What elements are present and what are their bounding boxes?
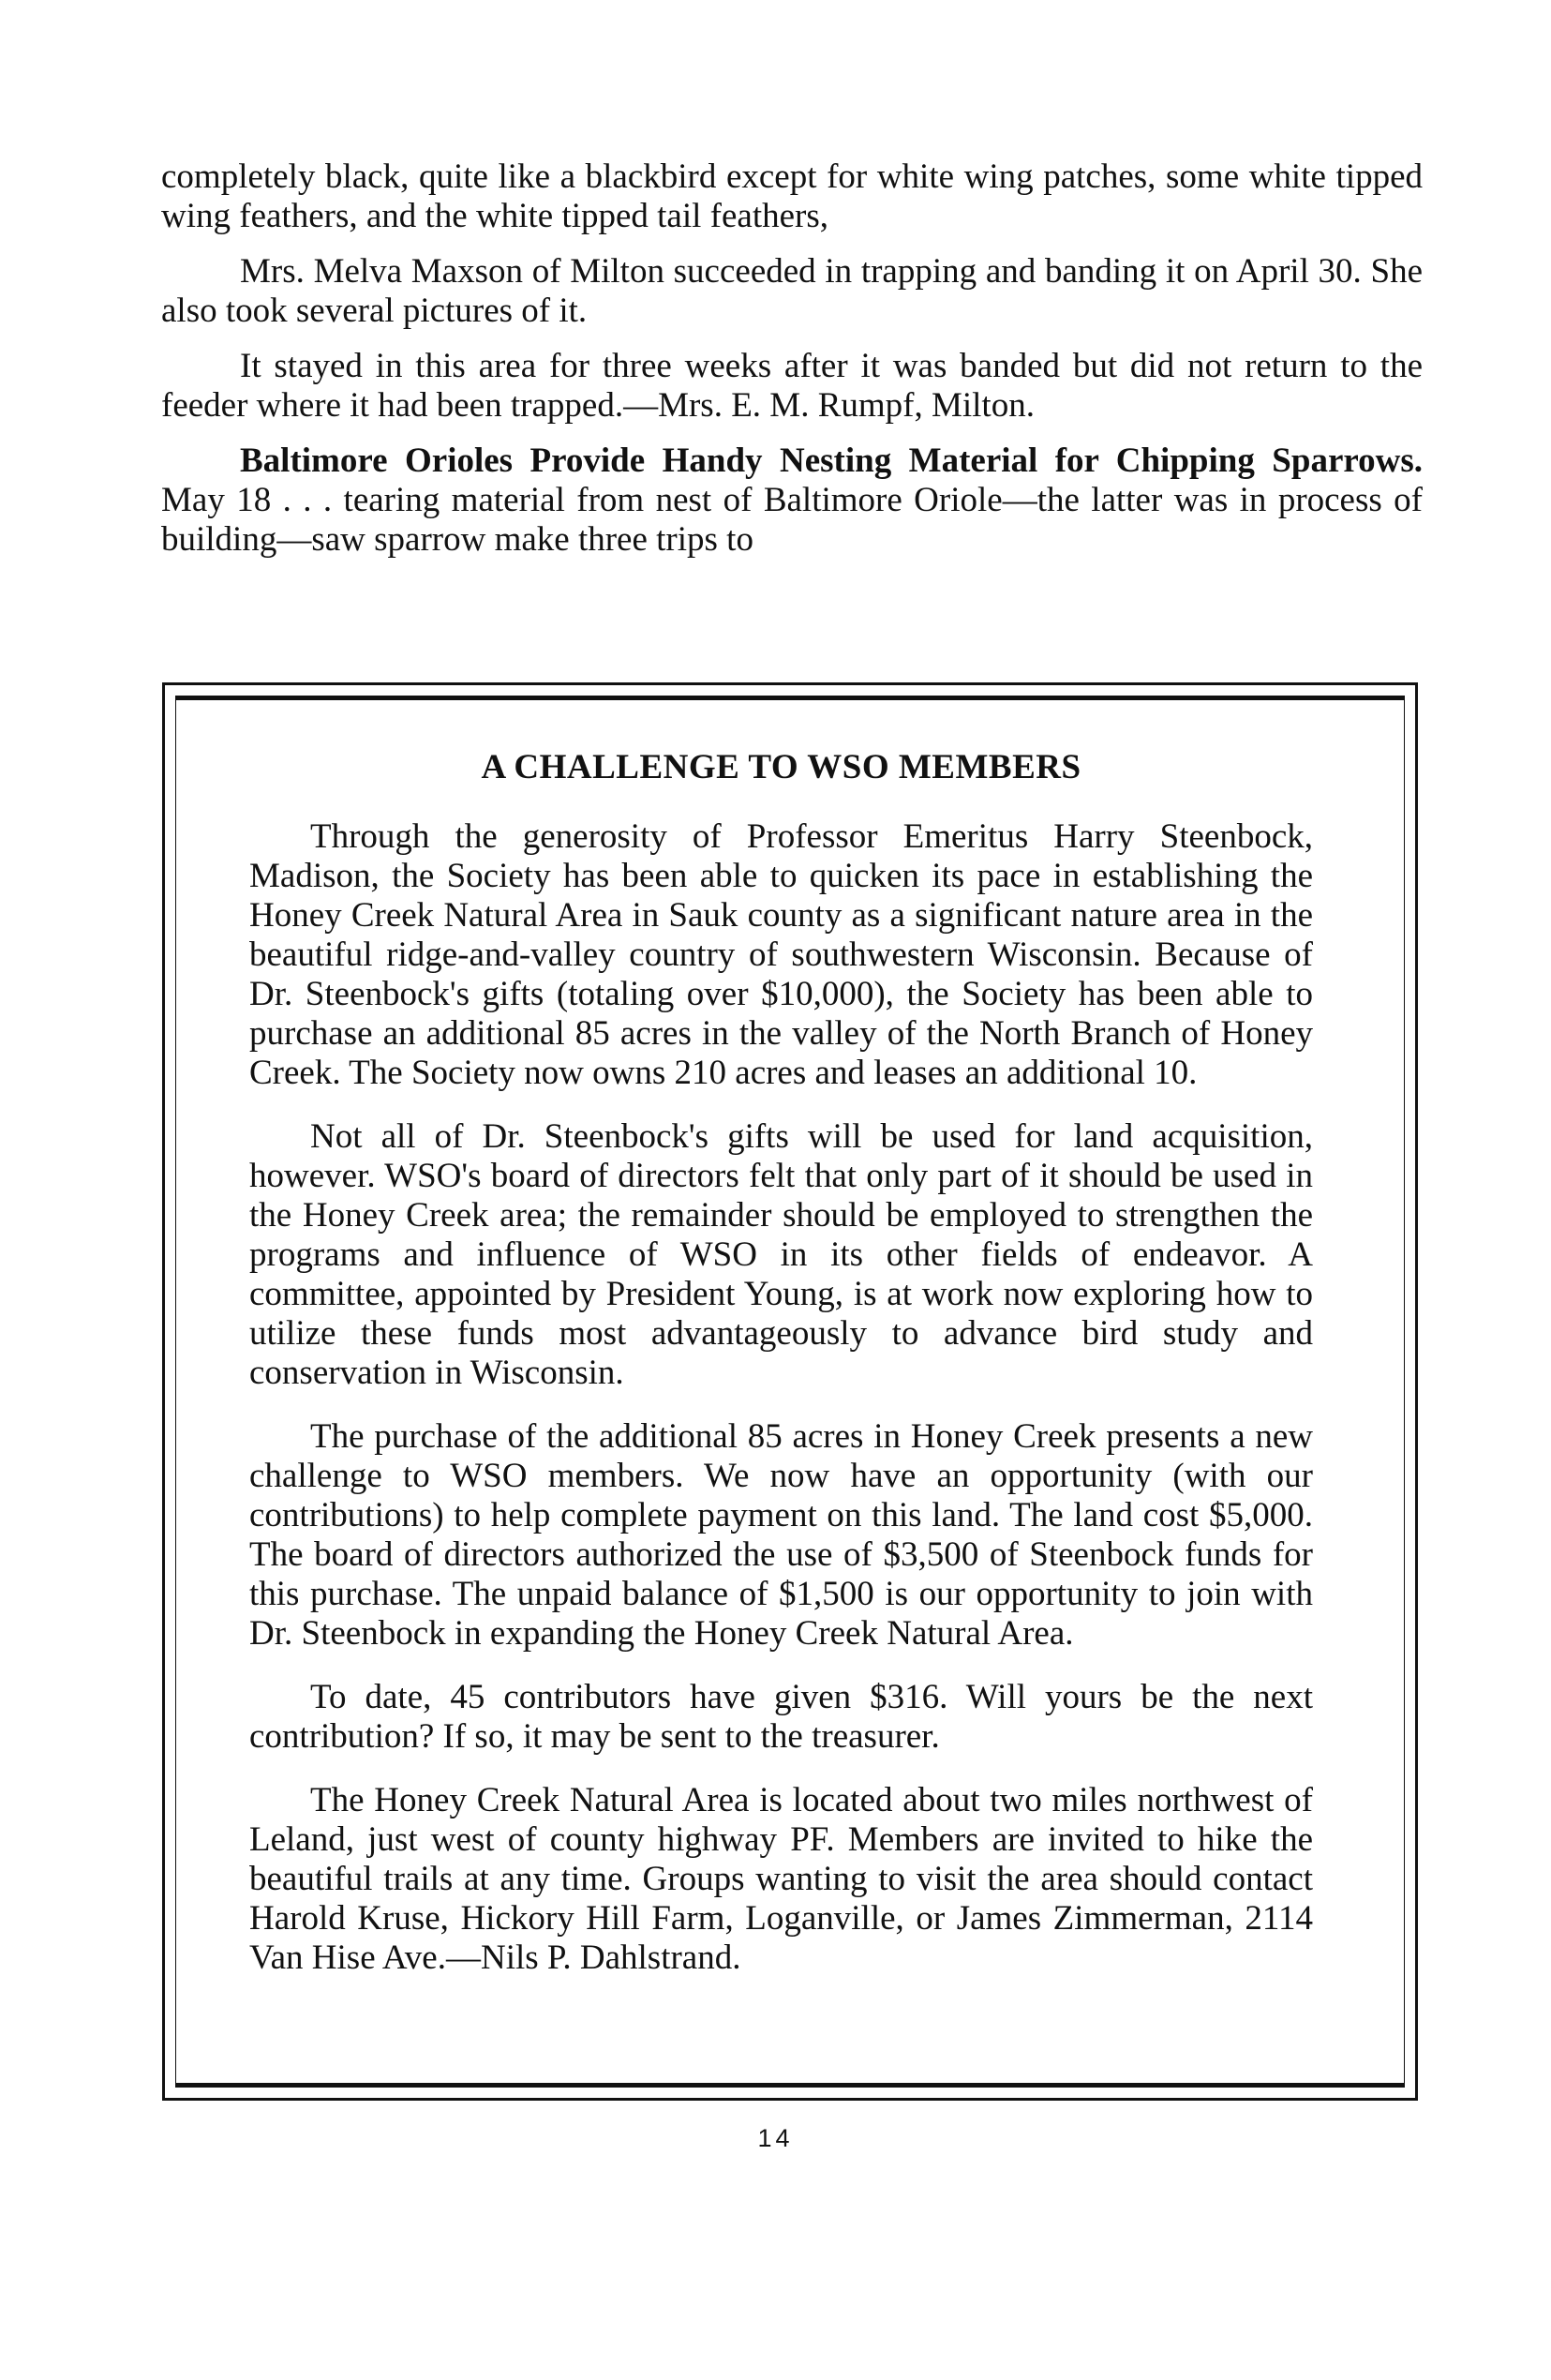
box-bottom-rule	[176, 2083, 1404, 2087]
challenge-paragraph: The purchase of the additional 85 acres in Honey Creek presents a new challenge to WSO members. We now have an opportunity (with our contributions) to help complete payment on this land. The land cost $5,000. The board of directors authorized the use of $3,500 of Steenbock funds for this purchase. The unpaid balance of $1,500 is our opportunity to join with Dr. Steenbock in expanding the Honey Creek Natural Area.	[249, 1417, 1313, 1653]
paragraph-banding: Mrs. Melva Maxson of Milton succeeded in trapping and banding it on April 30. She also took several pictures of it.	[161, 252, 1423, 330]
challenge-title: A CHALLENGE TO WSO MEMBERS	[481, 748, 1081, 786]
paragraph-orioles	[161, 442, 1423, 560]
article-continuation	[161, 157, 1423, 560]
challenge-paragraph: To date, 45 contributors have given $316. Will yours be the next contribution? If so, it may be sent to the treasurer.	[249, 1678, 1313, 1756]
challenge-paragraph: Not all of Dr. Steenbock's gifts will be used for land acquisition, however. WSO's board of directors felt that only part of it should be used in the Honey Creek area; the remainder should be employed to strengthen the programs and influence of WSO in its other fields of endeavor. A committee, appointed by President Young, is at work now exploring how to utilize these funds most advantageously to advance bird study and conservation in Wisconsin.	[249, 1117, 1313, 1392]
challenge-box	[162, 682, 1418, 2101]
page-number: 14	[757, 2124, 794, 2152]
paragraph-sighting: It stayed in this area for three weeks after it was banded but did not return to the feeder where it had been trapped.—Mrs. E. M. Rumpf, Milton.	[161, 347, 1423, 425]
box-top-rule	[176, 696, 1404, 700]
challenge-paragraph: Through the generosity of Professor Emeritus Harry Steenbock, Madison, the Society has been able to quicken its pace in establishing the Honey Creek Natural Area in Sauk county as a significant nature area in the beautiful ridge-and-valley country of southwestern Wisconsin. Because of Dr. Steenbock's gifts (totaling over $10,000), the Society has been able to purchase an additional 85 acres in the valley of the North Branch of Honey Creek. The Society now owns 210 acres and leases an additional 10.	[249, 817, 1313, 1092]
challenge-paragraph: The Honey Creek Natural Area is located about two miles northwest of Leland, just west of county highway PF. Members are invited to hike the beautiful trails at any time. Groups wanting to visit the area should contact Harold Kruse, Hickory Hill Farm, Loganville, or James Zimmerman, 2114 Van Hise Ave.—Nils P. Dahlstrand.	[249, 1781, 1313, 1977]
paragraph-blackbird-description: completely black, quite like a blackbird except for white wing patches, some white tipped wing feathers, and the white tipped tail feathers,	[161, 157, 1423, 235]
paragraph-orioles-body: May 18 . . . tearing material from nest of Baltimore Oriole—the latter was in process of building—saw sparrow make three trips to	[161, 481, 1423, 559]
challenge-box-content	[249, 748, 1313, 2002]
section-heading-orioles: Baltimore Orioles Provide Handy Nesting Material for Chipping Sparrows.	[240, 442, 1423, 480]
